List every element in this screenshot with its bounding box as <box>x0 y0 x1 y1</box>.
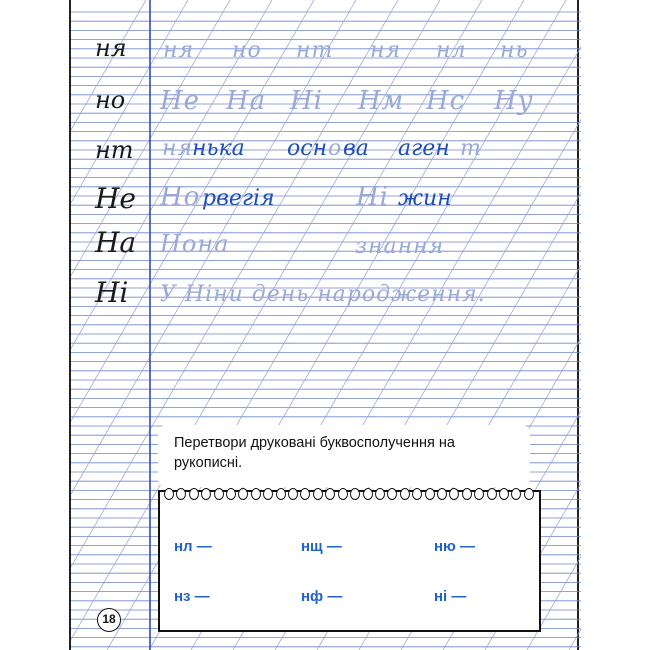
trace-item: нл <box>436 38 467 63</box>
trace-item: На <box>226 86 267 116</box>
ring <box>325 488 335 500</box>
page-number: 18 <box>97 608 121 632</box>
ring <box>189 488 199 500</box>
written-word: аген <box>398 136 450 161</box>
combo-label: нз — <box>174 588 210 605</box>
ring <box>400 488 410 500</box>
ring <box>201 488 211 500</box>
ring <box>511 488 521 500</box>
trace-fragment: о <box>328 136 343 161</box>
sample-letters-5: На <box>95 226 137 259</box>
sample-letters-3: нт <box>95 136 134 164</box>
task-instruction: Перетвори друковані буквосполучення на рукописні. <box>174 435 455 471</box>
trace-item: ня <box>370 38 402 63</box>
combo-label: нл — <box>174 538 212 555</box>
written-word: ва <box>343 136 369 161</box>
ring <box>474 488 484 500</box>
trace-item: Ні <box>290 86 323 116</box>
trace-fragment: ня <box>162 136 194 161</box>
trace-item: ня <box>163 38 195 63</box>
combo-label: нф — <box>301 588 343 605</box>
written-word: нька <box>192 136 245 161</box>
ring <box>176 488 186 500</box>
trace-item: нь <box>500 38 529 63</box>
trace-word: знання <box>355 234 445 259</box>
combo-label: ні — <box>434 588 467 605</box>
trace-word: Нона <box>160 230 230 258</box>
ring <box>313 488 323 500</box>
ring <box>499 488 509 500</box>
sample-letters-2: но <box>95 86 126 114</box>
trace-item: Нм <box>358 86 405 116</box>
task-box <box>158 425 530 487</box>
sample-letters-1: ня <box>95 34 127 62</box>
written-word: рвегія <box>202 186 275 211</box>
ring <box>449 488 459 500</box>
ring <box>276 488 286 500</box>
spiral-rings <box>164 488 534 502</box>
ring <box>363 488 373 500</box>
trace-fragment: Ні <box>356 182 389 212</box>
ring <box>524 488 534 500</box>
ring <box>226 488 236 500</box>
trace-sentence: У Ніни день народження. <box>160 282 486 307</box>
ring <box>412 488 422 500</box>
trace-item: Ну <box>494 86 534 116</box>
combo-label: нщ — <box>301 538 342 555</box>
ring <box>350 488 360 500</box>
ring <box>288 488 298 500</box>
trace-item: нт <box>296 38 334 63</box>
written-word: осн <box>287 136 328 161</box>
ring <box>214 488 224 500</box>
sample-letters-6: Ні <box>95 276 129 309</box>
ring <box>425 488 435 500</box>
trace-fragment: Но <box>160 182 201 212</box>
ring <box>375 488 385 500</box>
combo-label: ню — <box>434 538 476 555</box>
ring <box>251 488 261 500</box>
ring <box>437 488 447 500</box>
trace-item: Не <box>160 86 201 116</box>
ring <box>338 488 348 500</box>
ring <box>164 488 174 500</box>
sample-letters-4: Не <box>95 182 136 215</box>
ring <box>238 488 248 500</box>
written-word: жин <box>398 186 452 211</box>
ring <box>263 488 273 500</box>
ring <box>462 488 472 500</box>
trace-item: Нс <box>426 86 466 116</box>
notepad <box>158 490 541 632</box>
trace-item: но <box>232 38 262 63</box>
trace-fragment: т <box>460 136 482 161</box>
ring <box>487 488 497 500</box>
ring <box>300 488 310 500</box>
ring <box>387 488 397 500</box>
